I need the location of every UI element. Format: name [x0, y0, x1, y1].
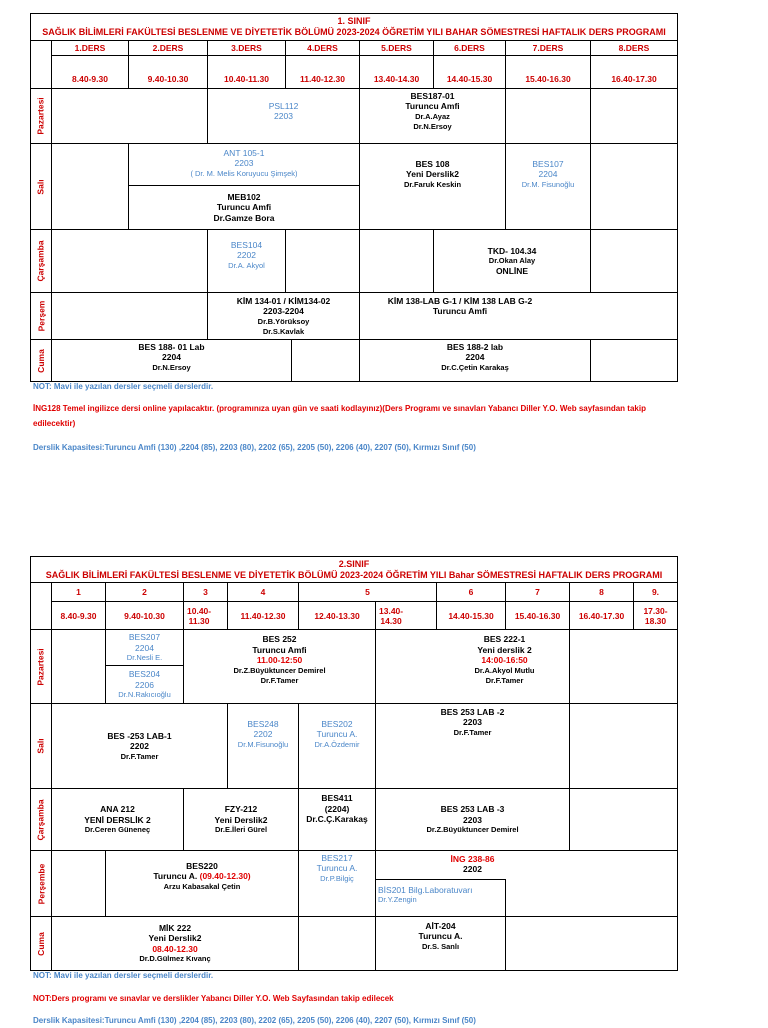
- course-code: BES 108: [415, 158, 450, 169]
- column-header: 8: [599, 587, 604, 597]
- course-bes253-lab3: [376, 789, 569, 850]
- english-note-line: İNG128 Temel ingilizce dersi online yapılacaktır. (programınıza uyan gün ve saati kodlayınız)(Ders Programı ve sınavları Yabancı Diller Y.O. Web sayfasından takip: [33, 404, 646, 413]
- time-slot: 10.40-11.30: [224, 74, 269, 84]
- course-room: 2203-2204: [263, 306, 304, 316]
- course-ing238: [376, 851, 569, 877]
- course-instructor: Dr.A.Akyol Mutlu: [474, 665, 535, 675]
- course-code: BES204: [128, 669, 161, 679]
- course-instructor: Dr.P.Bilgiç: [320, 873, 354, 883]
- time-slot: 14.40-15.30: [446, 74, 493, 84]
- course-code: ANT 105-1: [223, 147, 265, 158]
- course-instructor: Dr.N.Ersoy: [152, 362, 191, 372]
- course-bes220: [106, 851, 298, 901]
- course-code: BES107: [532, 158, 564, 169]
- course-instructor: Dr.F.Tamer: [453, 727, 492, 737]
- course-bes202: [299, 704, 375, 764]
- course-instructor: Dr.Nesli E.: [126, 653, 163, 662]
- day-label-thursday: Perşem: [36, 300, 46, 332]
- column-header: 5.DERS: [381, 43, 412, 53]
- course-code: BES -253 LAB-1: [107, 730, 172, 741]
- course-bes187: [360, 89, 505, 133]
- day-label-monday: Pazartesi: [36, 97, 46, 135]
- program-title: SAĞLIK BİLİMLERİ FAKÜLTESİ BESLENME VE DİYETETİK BÖLÜMÜ 2023-2024 ÖĞRETİM YILI Bahar SÖMESTRESİ HAFTALIK DERS PROGRAMI: [45, 569, 663, 580]
- course-instructor: Dr.F.Tamer: [120, 751, 159, 761]
- course-room: 2206: [135, 679, 154, 690]
- course-room: 2202: [130, 741, 149, 751]
- column-header: 1.DERS: [74, 43, 106, 53]
- course-ant105: [129, 144, 359, 182]
- course-instructor: Dr.S.Kavlak: [262, 326, 305, 336]
- time-slot: 9.40-10.30: [124, 610, 165, 621]
- course-code: BES220: [186, 860, 218, 871]
- course-instructor: Dr.Okan Alay: [488, 256, 536, 265]
- course-bes188-1: [52, 340, 291, 374]
- column-header: 6: [468, 587, 474, 597]
- time-slot: 15.40-16.30: [514, 610, 561, 621]
- course-ana212: [52, 789, 183, 850]
- course-room: Turuncu A.: [316, 863, 358, 873]
- course-instructor: Dr.Gamze Bora: [213, 212, 275, 223]
- course-instructor: Arzu Kabasakal Çetin: [163, 881, 241, 891]
- column-header: 3: [203, 587, 208, 597]
- course-room: Turuncu Amfi: [405, 101, 460, 111]
- course-bes222: [376, 630, 633, 690]
- course-room: Yeni derslik 2: [477, 644, 532, 655]
- course-time: (09.40-12.30): [199, 871, 251, 881]
- course-code: AİT-204: [425, 920, 456, 931]
- course-code: BES411: [321, 793, 353, 804]
- course-instructor: Dr.A.Ayaz: [415, 111, 450, 121]
- column-header: 2.DERS: [152, 43, 184, 53]
- course-code: MEB102: [227, 191, 261, 202]
- column-header: 7.DERS: [532, 43, 564, 53]
- course-instructor: Dr.N.Rakıcıoğlu: [118, 690, 171, 699]
- time-slot: 13.40-14.30: [373, 74, 420, 84]
- course-instructor: Dr.F.Tamer: [260, 675, 299, 685]
- english-course-note: [33, 401, 745, 431]
- course-bes188-2: [360, 340, 590, 374]
- course-instructor: Dr.Y.Zengin: [378, 895, 417, 905]
- column-header: 7: [535, 587, 540, 597]
- course-code: BES202: [321, 718, 353, 729]
- course-instructor: Dr.C.Çetin Karakaş: [441, 362, 509, 372]
- course-code: BİS201 Bilg.Laboratuvarı: [378, 884, 473, 895]
- time-slot: 16.40-17.30: [611, 74, 657, 84]
- course-instructor: Dr.A.Özdemir: [314, 739, 360, 749]
- course-kim134: [208, 293, 359, 339]
- course-code: PSL112: [268, 100, 299, 111]
- day-label-monday: Pazartesi: [36, 647, 46, 686]
- column-header: 6.DERS: [454, 43, 485, 53]
- course-ait204: [376, 917, 505, 955]
- course-instructor: Dr.Ceren Güneneç: [84, 825, 151, 834]
- day-label-wednesday: Çarşamba: [36, 240, 47, 282]
- day-label-wednesday: Çarşamba: [36, 798, 47, 841]
- course-instructor: Dr.B.Yörüksoy: [257, 316, 310, 326]
- course-code: BES 188-2 lab: [446, 341, 504, 352]
- time-slot: 9.40-10.30: [147, 74, 189, 84]
- course-room: (2204): [324, 803, 350, 814]
- time-slot: 10.40- 11.30: [187, 605, 212, 626]
- course-room: 2202: [463, 864, 482, 874]
- course-room: Turuncu A.: [153, 871, 200, 881]
- course-code: TKD- 104.34: [487, 245, 537, 256]
- course-room: Yeni Derslik2: [406, 169, 459, 179]
- course-room: 2202: [237, 250, 256, 260]
- course-bes217: [299, 851, 375, 885]
- time-slot: 17.30-18.30: [643, 605, 668, 626]
- course-code: FZY-212: [224, 804, 258, 814]
- course-instructor: Dr.D.Gülmez Kıvanç: [139, 954, 211, 964]
- course-room: 2204: [465, 352, 485, 362]
- course-meb102: [129, 186, 359, 229]
- program-title: SAĞLIK BİLİMLERİ FAKÜLTESİ BESLENME VE DİYETETİK BÖLÜMÜ 2023-2024 ÖĞRETİM YILI BAHAR SÖMESTRESİ HAFTALIK DERS PROGRAMI: [42, 27, 666, 37]
- course-bes253-lab2: [376, 704, 569, 740]
- day-label-thursday: Perşembe: [36, 863, 47, 904]
- course-room: 2203: [234, 158, 254, 168]
- course-room: 2203: [274, 111, 293, 121]
- course-code: KİM 134-01 / KİM134-02: [236, 295, 331, 306]
- course-code: KİM 138-LAB G-1 / KİM 138 LAB G-2: [387, 295, 533, 306]
- course-instructor: Dr.S. Sanlı: [421, 941, 460, 951]
- course-time: 14:00-16:50: [481, 655, 528, 666]
- course-code: BES 222-1: [483, 634, 526, 645]
- course-instructor: Dr.Z.Büyüktuncer Demirel: [426, 825, 519, 834]
- course-instructor: Dr.C.Ç.Karakaş: [306, 814, 368, 825]
- column-header: 1: [76, 587, 81, 597]
- course-room: YENİ DERSLİK 2: [84, 814, 151, 825]
- time-slot: 13.40- 14.30: [379, 605, 404, 626]
- course-room: 2204: [135, 642, 154, 653]
- course-code: BES207: [128, 632, 161, 642]
- english-note-line: edilecektir): [33, 419, 76, 428]
- course-code: İNG 238-86: [450, 853, 495, 864]
- course-tkd104: [434, 230, 590, 292]
- class-label: 2.SINIF: [338, 558, 370, 569]
- course-code: ANA 212: [100, 804, 135, 814]
- classroom-capacity-note-2: Derslik Kapasitesi:Turuncu Amfi (130) ,2204 (85), 2203 (80), 2202 (65), 2205 (50), 2206 (40), 2207 (50), Kırmızı Sınıf (50): [33, 1016, 476, 1025]
- course-code: BES 252: [262, 634, 297, 645]
- column-header: 8.DERS: [618, 43, 650, 53]
- course-instructor: Dr.E.İleri Gürel: [214, 825, 268, 834]
- course-code: BES104: [230, 239, 263, 250]
- table-1-title: [31, 14, 677, 40]
- course-instructor: Dr.M.Fisunoğlu: [237, 739, 289, 749]
- course-code: BES 253 LAB -3: [440, 804, 505, 814]
- table-2-title: [31, 557, 677, 582]
- course-room: Turuncu Amfi: [432, 306, 488, 316]
- column-header: 9.: [651, 587, 660, 597]
- course-kim138: [360, 293, 560, 319]
- course-code: MİK 222: [158, 922, 192, 933]
- course-bes104: [208, 230, 285, 280]
- day-label-friday: Cuma: [36, 348, 46, 373]
- time-slot: 8.40-9.30: [72, 74, 108, 84]
- course-room: Turuncu Amfi: [216, 202, 272, 213]
- course-room: 2203: [463, 814, 482, 825]
- course-bis201: [378, 880, 505, 910]
- course-instructor: Dr.M. Fisunoğlu: [521, 179, 575, 189]
- course-code: BES 253 LAB -2: [440, 706, 505, 717]
- day-label-tuesday: Salı: [36, 738, 46, 754]
- course-bes411: [299, 789, 375, 829]
- column-header: 3.DERS: [231, 43, 262, 53]
- column-header: 2: [142, 587, 147, 597]
- column-header: 5: [365, 587, 370, 597]
- course-bes207: [106, 630, 183, 665]
- course-room: Yeni Derslik2: [148, 933, 202, 944]
- course-psl112: [208, 89, 359, 133]
- course-mik222: [52, 917, 298, 970]
- course-room: 2204: [162, 352, 181, 362]
- course-room: 2203: [463, 717, 482, 727]
- time-slot: 8.40-9.30: [60, 610, 97, 621]
- course-bes107: [506, 144, 590, 204]
- column-header: 4.DERS: [307, 43, 338, 53]
- course-time: 08.40-12.30: [152, 943, 198, 954]
- course-instructor: ( Dr. M. Melis Koruyucu Şimşek): [190, 168, 298, 178]
- time-slot: 11.40-12.30: [240, 610, 286, 621]
- time-slot: 14.40-15.30: [448, 610, 494, 621]
- course-room: 2202: [253, 729, 273, 739]
- language-school-note: NOT:Ders programı ve sınavlar ve derslikler Yabancı Diller Y.O. Web Sayfasından takip edilecek: [33, 994, 394, 1003]
- course-instructor: Dr.F.Tamer: [485, 675, 524, 685]
- course-room: 2204: [538, 169, 558, 179]
- course-bes253-lab1: [52, 704, 227, 788]
- course-room: Turuncu Amfi: [252, 644, 307, 655]
- class-label: 1. SINIF: [337, 16, 371, 26]
- course-bes108: [360, 144, 505, 204]
- course-instructor: Dr.N.Ersoy: [413, 121, 452, 131]
- column-header: 4: [260, 587, 266, 597]
- time-slot: 11.40-12.30: [300, 74, 345, 84]
- course-fzy212: [184, 789, 298, 850]
- time-slot: 15.40-16.30: [525, 74, 571, 84]
- course-code: BES248: [247, 718, 279, 729]
- course-instructor: Dr.A. Akyol: [228, 260, 265, 270]
- elective-note-2: NOT: Mavi ile yazılan dersler seçmeli derslerdir.: [33, 971, 214, 980]
- course-code: BES 188- 01 Lab: [138, 341, 205, 352]
- course-mode: ONLİNE: [495, 266, 529, 276]
- course-bes248: [228, 704, 298, 764]
- course-bes252: [184, 630, 375, 690]
- classroom-capacity-note: Derslik Kapasitesi:Turuncu Amfi (130) ,2204 (85), 2203 (80), 2202 (65), 2205 (50), 2206 (40), 2207 (50), Kırmızı Sınıf (50): [33, 443, 476, 452]
- time-slot: 16.40-17.30: [578, 610, 625, 621]
- elective-note: NOT: Mavi ile yazılan dersler seçmeli derslerdir.: [33, 382, 214, 391]
- course-instructor: Dr.Z.Büyüktuncer Demirel: [233, 665, 326, 675]
- course-code: BES187-01: [410, 90, 455, 101]
- time-slot: 12.40-13.30: [314, 610, 360, 621]
- course-bes204: [106, 666, 183, 703]
- course-code: BES217: [321, 852, 353, 863]
- day-label-friday: Cuma: [36, 931, 46, 956]
- course-instructor: Dr.Faruk Keskin: [403, 179, 462, 189]
- course-room: Yeni Derslik2: [214, 814, 268, 825]
- day-label-tuesday: Salı: [36, 178, 46, 195]
- course-room: Turuncu A.: [316, 729, 358, 739]
- course-room: Turuncu A.: [418, 931, 463, 941]
- course-time: 11.00-12:50: [256, 655, 303, 666]
